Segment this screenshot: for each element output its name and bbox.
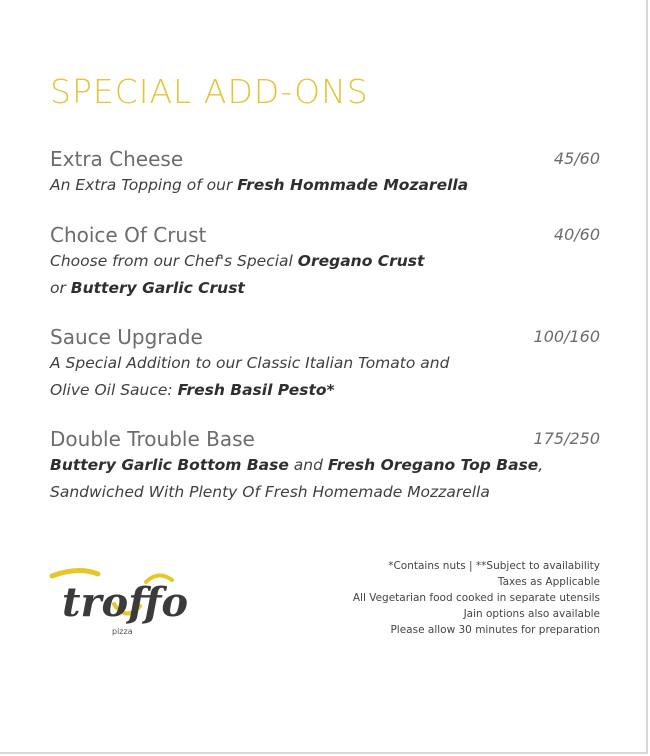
item-name: Choice Of Crust [50,223,207,247]
item-description [50,248,602,302]
menu-item-choice-of-crust [50,222,602,302]
item-price: 45/60 [553,149,600,168]
desc-text: or [50,279,71,297]
desc-highlight: Oregano Crust [297,252,425,270]
note-line: Taxes as Applicable [497,576,600,588]
svg-text:troffo: troffo [62,579,188,626]
desc-highlight: Fresh Basil Pesto* [177,381,335,399]
desc-text: A Special Addition to our Classic Italian Tomato and [50,354,450,372]
desc-text: An Extra Topping of our [50,176,238,194]
page-title: SPECIAL ADD-ONS [50,72,369,111]
desc-text: Choose from our Chef's Special [50,252,298,270]
item-name: Double Trouble Base [50,427,255,451]
item-price: 40/60 [553,225,600,244]
note-line: Jain options also available [463,608,600,620]
item-price: 175/250 [533,429,600,448]
item-description [50,452,602,506]
troffo-logo [48,560,198,640]
desc-highlight: Buttery Garlic Crust [70,279,245,297]
note-line: All Vegetarian food cooked in separate utensils [352,592,600,604]
footnotes [353,558,600,638]
menu-item-double-trouble-base [50,426,602,506]
desc-highlight: Fresh Hommade Mozarella [237,176,469,194]
menu-item-extra-cheese [50,146,602,199]
desc-text: , [538,456,544,474]
desc-text: and [288,456,328,474]
item-price: 100/160 [533,327,600,346]
item-description [50,172,602,199]
item-name: Extra Cheese [50,147,184,171]
desc-text: Olive Oil Sauce: [50,381,178,399]
desc-text: Sandwiched With Plenty Of Fresh Homemade Mozzarella [50,483,490,501]
menu-item-sauce-upgrade [50,324,602,404]
desc-highlight: Buttery Garlic Bottom Base [50,456,289,474]
desc-highlight: Fresh Oregano Top Base [327,456,539,474]
svg-text:pizza: pizza [112,627,133,636]
note-line: *Contains nuts | **Subject to availability [388,560,600,572]
item-name: Sauce Upgrade [50,325,203,349]
note-line: Please allow 30 minutes for preparation [390,624,600,636]
item-description [50,350,602,404]
